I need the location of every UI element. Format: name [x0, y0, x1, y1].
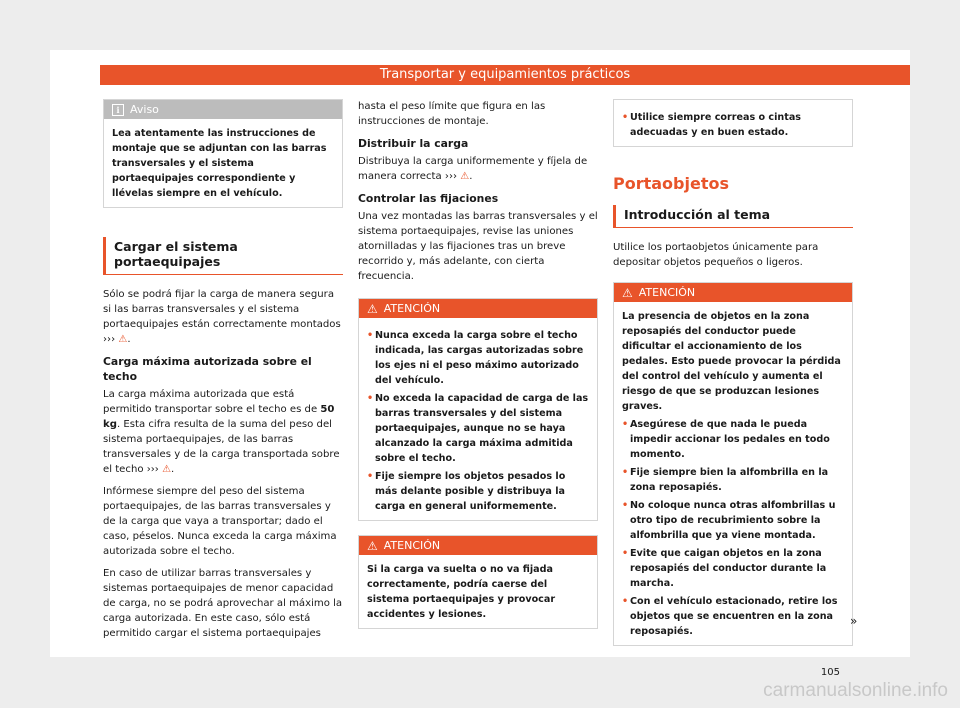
warning-triangle-icon: ⚠ [622, 285, 633, 300]
distribuir-paragraph: Distribuya la carga uniformemente y fíjela de manera correcta ››› ⚠. [358, 156, 588, 182]
subheading-fijaciones: Controlar las fijaciones [358, 192, 499, 205]
manual-page [50, 50, 910, 678]
warning-label: ATENCIÓN [638, 286, 696, 299]
cross-ref: ››› [103, 334, 116, 345]
portaobjetos-intro: Utilice los portaobjetos únicamente para depositar objetos pequeños o ligeros. [613, 242, 819, 268]
column-2 [358, 99, 598, 629]
watermark-text: carmanualsonline.info [763, 680, 948, 701]
warning-icon: ⚠ [460, 171, 470, 182]
notice-text: Lea atentamente las instrucciones de montaje que se adjuntan con las barras transversales y el sistema portaequipajes correspondiente y llévelas siempre en el vehículo. [112, 128, 327, 199]
capacidad-paragraph: En caso de utilizar barras transversales y sistemas portaequipajes de menor capacidad de carga, no se podrá aprovechar al máximo la carga autorizada. En este caso, sólo está permitido cargar el sistema portaequipajes [103, 568, 343, 639]
warning-header-3 [614, 283, 852, 302]
warning-bullet: • Utilice siempre correas o cintas adecuadas y en buen estado. [622, 110, 844, 140]
section-title-carga: Cargar el sistema portaequipajes [103, 237, 343, 275]
column-1 [103, 99, 343, 648]
notice-box [103, 99, 343, 208]
column-3 [613, 99, 853, 646]
warning-triangle-icon: ⚠ [367, 301, 378, 316]
cross-ref: ››› [444, 171, 458, 182]
warning-bullet: • No coloque nunca otras alfombrillas u otro tipo de recubrimiento sobre la alfombrilla que ya viene montada. [622, 498, 844, 543]
warning-box-3 [613, 282, 853, 646]
cross-ref: ››› [146, 464, 159, 475]
chapter-title-portaobjetos: Portaobjetos [613, 174, 729, 193]
continue-arrow: » [850, 614, 858, 628]
info-icon: i [112, 104, 124, 116]
warning-text: La presencia de objetos en la zona reposapiés del conductor puede dificultar el accionamiento de los pedales. Esto puede provocar la pérdida del control del vehículo y aumenta el riesgo de que se produzcan lesiones graves. [622, 311, 841, 412]
warning-icon: ⚠ [162, 464, 172, 475]
chapter-header: Transportar y equipamientos prácticos [100, 65, 910, 85]
subheading-carga-maxima: Carga máxima autorizada sobre el techo [103, 355, 312, 383]
section-title-introduccion: Introducción al tema [613, 205, 853, 228]
warning-body-2: Si la carga va suelta o no va fijada correctamente, podría caerse del sistema portaequipajes y provocar accidentes y lesiones. [367, 564, 556, 620]
warning-label: ATENCIÓN [383, 539, 441, 552]
warning-bullet: • Fije siempre los objetos pesados lo más delante posible y distribuya la carga en general uniformemente. [367, 469, 589, 514]
warning-bullet: • Evite que caigan objetos en la zona reposapiés del conductor durante la marcha. [622, 546, 844, 591]
warning-bullet: • No exceda la capacidad de carga de las barras transversales y del sistema portaequipajes, aunque no se haya alcanzado la carga máxima admitida sobre el techo. [367, 391, 589, 466]
warning-box-2 [358, 535, 598, 629]
peso-paragraph: Infórmese siempre del peso del sistema portaequipajes, de las barras transversales y de la carga que vaya a transportar; dado el caso, péselos. Nunca exceda la carga máxima autorizada sobre el techo. [103, 486, 337, 557]
warning-bullet: • Nunca exceda la carga sobre el techo indicada, las cargas autorizadas sobre los ejes ni el peso máximo autorizado del vehículo. [367, 328, 589, 388]
warning-body-1 [359, 318, 597, 520]
warning-box-continued [613, 99, 853, 147]
warning-triangle-icon: ⚠ [367, 538, 378, 553]
carga-maxima-paragraph: La carga máxima autorizada que está permitido transportar sobre el techo es de 50 kg. Esta cifra resulta de la suma del peso del sistema portaequipajes, de las barras transversales y de la carga transportada sobre el techo ››› ⚠. [103, 389, 340, 475]
fijaciones-paragraph: Una vez montadas las barras transversales y el sistema portaequipajes, revise las uniones atornilladas y las fijaciones tras un breve recorrido y, más adelante, con cierta frecuencia. [358, 211, 598, 282]
warning-header-2 [359, 536, 597, 555]
warning-label: ATENCIÓN [383, 302, 441, 315]
warning-box-1 [358, 298, 598, 521]
notice-label: Aviso [130, 103, 159, 116]
warning-bullet: • Con el vehículo estacionado, retire los objetos que se encuentren en la zona reposapiés. [622, 594, 844, 639]
warning-body-continued [614, 100, 852, 146]
intro-paragraph: Sólo se podrá fijar la carga de manera segura si las barras transversales y el sistema portaequipajes están correctamente montados ››› ⚠. [103, 289, 341, 345]
warning-body-3 [614, 302, 852, 645]
warning-icon: ⚠ [118, 334, 128, 345]
warning-header-1 [359, 299, 597, 318]
max-load-value: 50 kg [103, 404, 335, 430]
notice-header [104, 100, 342, 119]
warning-bullet: • Fije siempre bien la alfombrilla en la zona reposapiés. [622, 465, 844, 495]
subheading-distribuir: Distribuir la carga [358, 137, 469, 150]
page-number: 105 [820, 667, 840, 678]
warning-bullet: • Asegúrese de que nada le pueda impedir accionar los pedales en todo momento. [622, 417, 844, 462]
continued-paragraph: hasta el peso límite que figura en las instrucciones de montaje. [358, 101, 546, 127]
